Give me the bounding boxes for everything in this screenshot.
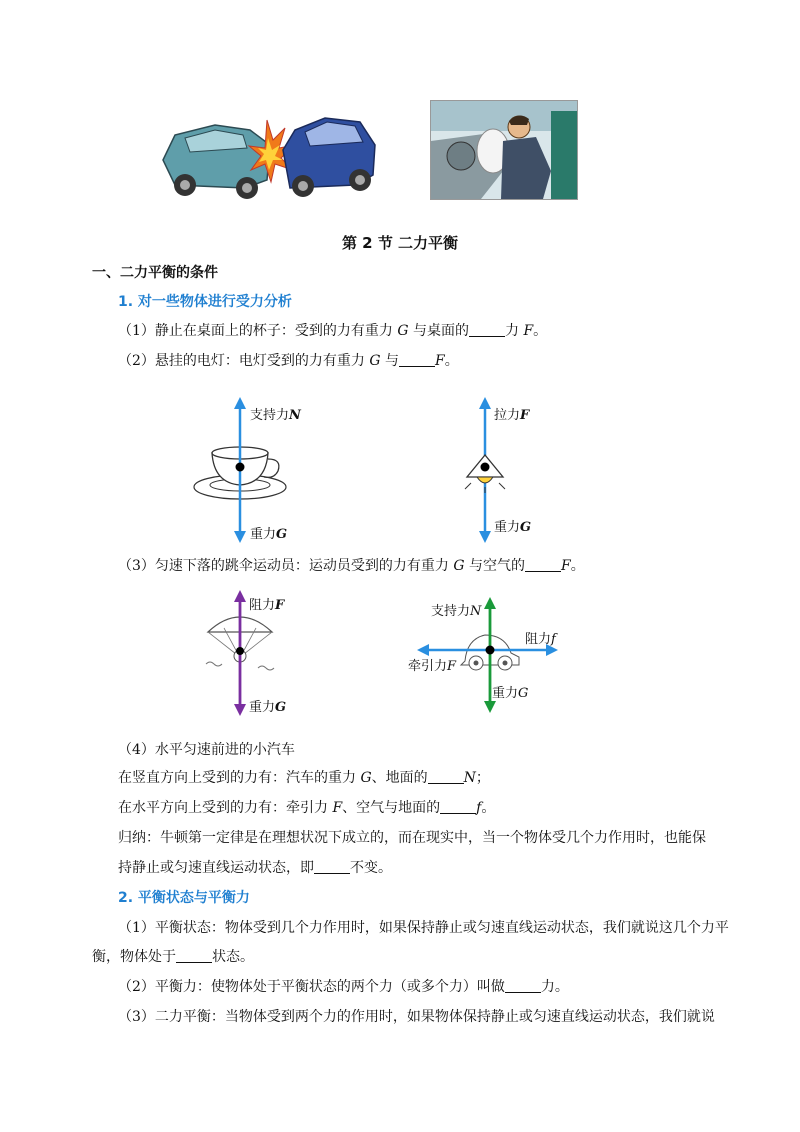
airbag-illustration (430, 100, 578, 200)
parachute-gravity-label: 重力G (249, 700, 287, 715)
answer-blank[interactable] (428, 769, 464, 784)
balance-force-line: （2）平衡力：使物体处于平衡状态的两个力（或多个力）叫做 力。 (118, 979, 569, 995)
subheading-2: 2. 平衡状态与平衡力 (118, 890, 250, 906)
subheading-1: 1. 对一些物体进行受力分析 (118, 294, 292, 310)
item-1: （1）静止在桌面上的杯子：受到的力有重力 G 与桌面的 力 F。 (118, 323, 548, 339)
answer-blank[interactable] (176, 948, 212, 963)
summary-line-2: 持静止或匀速直线运动状态，即 不变。 (118, 860, 392, 876)
item-4-vertical: 在竖直方向上受到的力有：汽车的重力 G、地面的 N； (118, 770, 490, 786)
section-heading: 一、二力平衡的条件 (92, 265, 218, 281)
car-friction-label: 阻力f (525, 632, 556, 647)
answer-blank[interactable] (469, 322, 505, 337)
car-support-label: 支持力N (431, 604, 482, 619)
parachute-drag-label: 阻力F (249, 598, 285, 613)
cup-support-force-label: 支持力N (250, 408, 301, 423)
item-2: （2）悬挂的电灯：电灯受到的力有重力 G 与 F。 (118, 353, 459, 369)
item-4: （4）水平匀速前进的小汽车 (118, 742, 295, 758)
summary-line-1: 归纳：牛顿第一定律是在理想状况下成立的，而在现实中，当一个物体受几个力作用时，也能保 (118, 830, 706, 846)
two-force-balance-line: （3）二力平衡：当物体受到两个力的作用时，如果物体保持静止或匀速直线运动状态，我们就说 (118, 1009, 715, 1025)
item-3: （3）匀速下落的跳伞运动员：运动员受到的力有重力 G 与空气的 F。 (118, 558, 585, 574)
answer-blank[interactable] (399, 352, 435, 367)
answer-blank[interactable] (505, 978, 541, 993)
page-title: 第 2 节 二力平衡 (341, 234, 459, 252)
car-gravity-label: 重力G (492, 686, 529, 701)
answer-blank[interactable] (314, 859, 350, 874)
item-4-horizontal: 在水平方向上受到的力有：牵引力 F、空气与地面的 f。 (118, 800, 496, 816)
answer-blank[interactable] (525, 557, 561, 572)
balance-state-line-1: （1）平衡状态：物体受到几个力作用时，如果保持静止或匀速直线运动状态，我们就说这几个力平 (118, 920, 729, 936)
car-collision-illustration (155, 100, 380, 205)
car-traction-label: 牵引力F (408, 659, 457, 674)
lamp-tension-label: 拉力F (494, 408, 530, 423)
answer-blank[interactable] (440, 799, 476, 814)
balance-state-line-2: 衡，物体处于 状态。 (92, 949, 254, 965)
cup-gravity-label: 重力G (250, 527, 288, 542)
lamp-gravity-label: 重力G (494, 520, 532, 535)
